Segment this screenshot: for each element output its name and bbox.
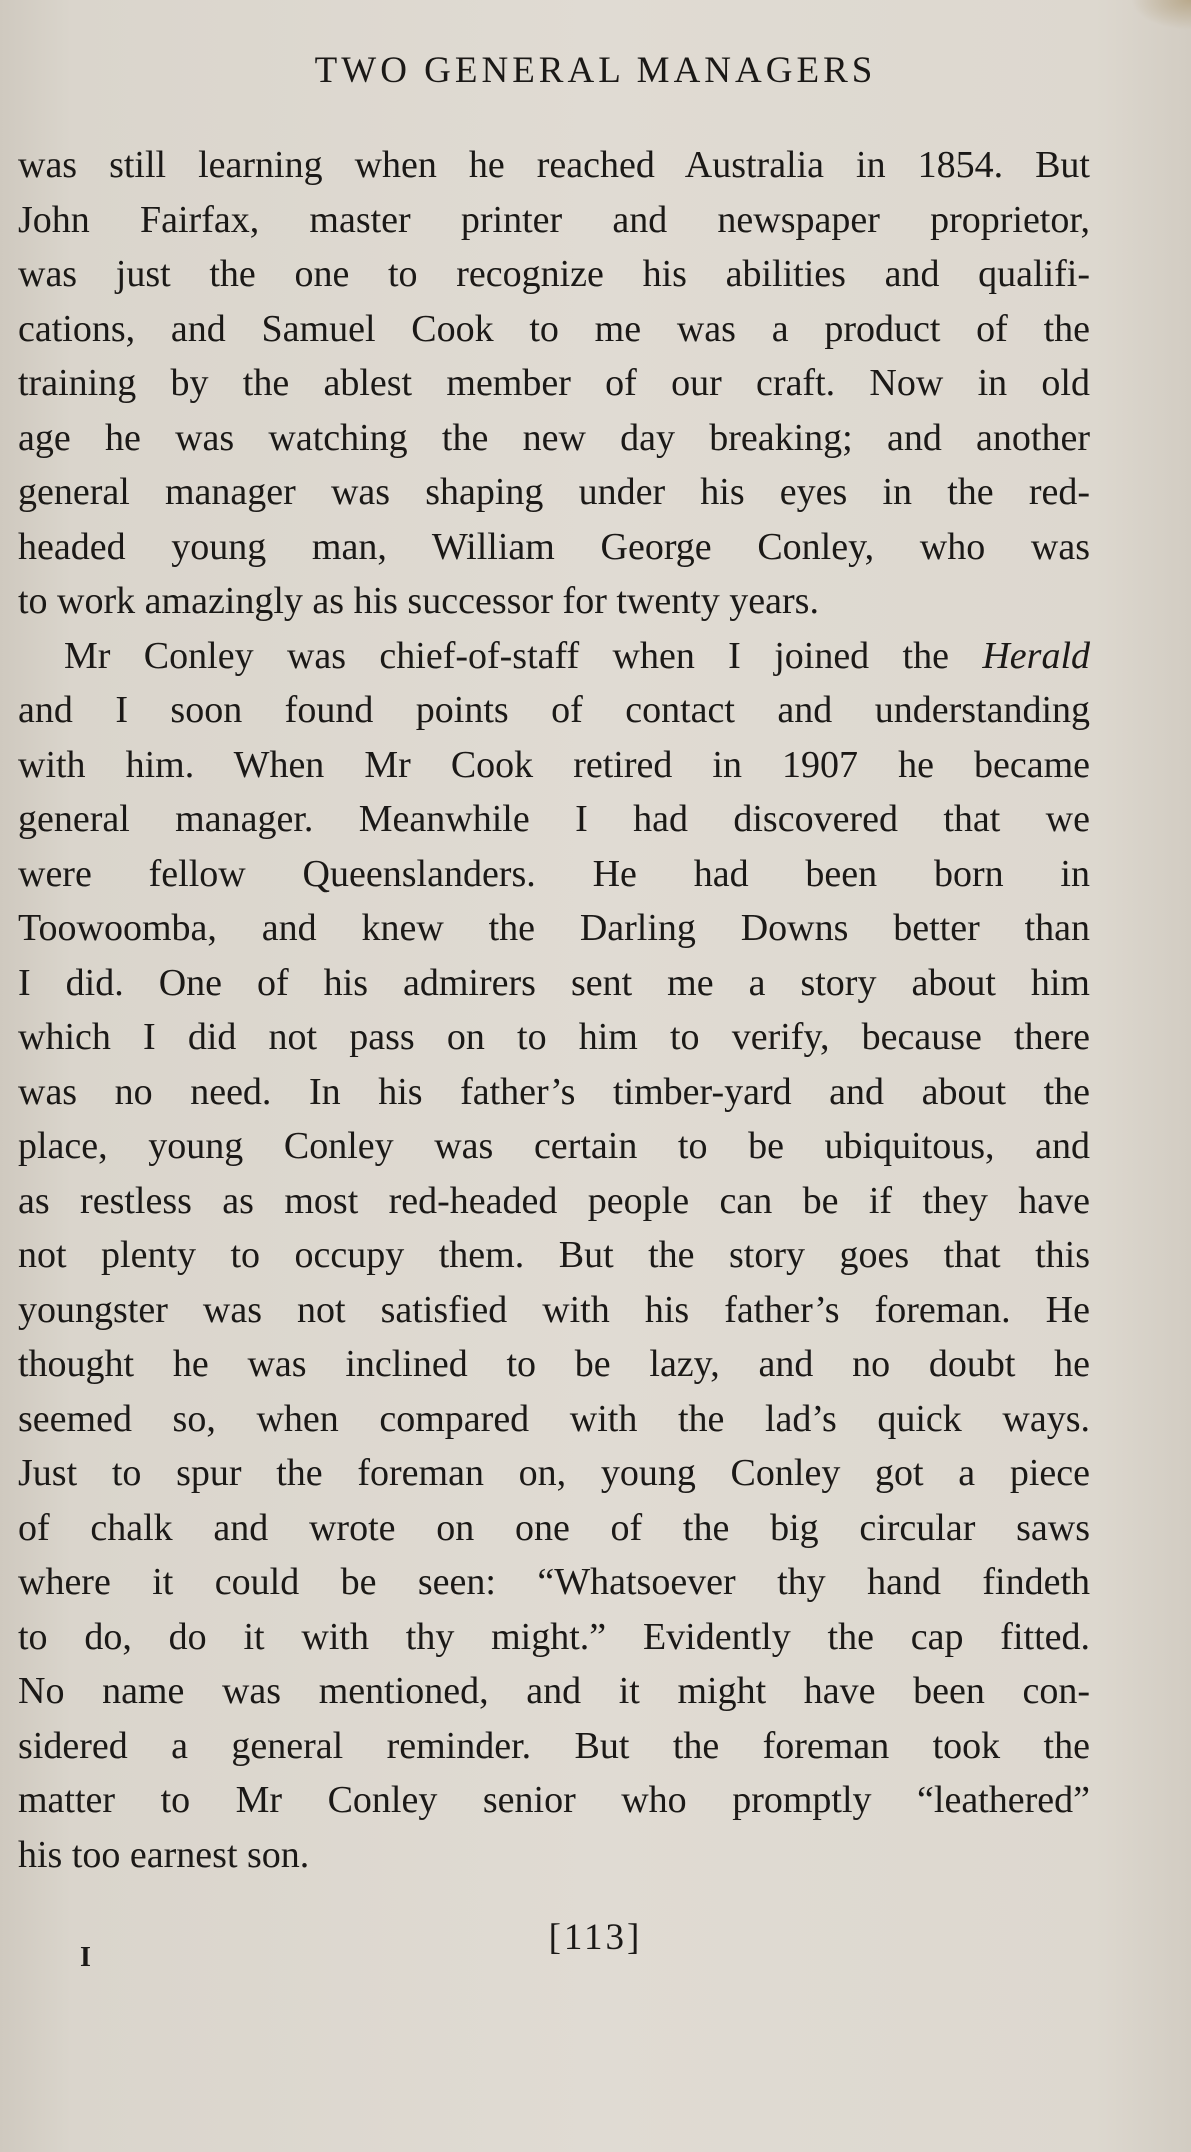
text-line: general manager. Meanwhile I had discovered that we (18, 798, 1090, 840)
body-text (18, 138, 1090, 1882)
italic-newspaper-title: Herald (982, 634, 1090, 677)
text-line: thought he was inclined to be lazy, and no doubt he (18, 1343, 1090, 1385)
text-line: sidered a general reminder. But the foreman took the (18, 1724, 1090, 1767)
text-line: with him. When Mr Cook retired in 1907 he became (18, 743, 1090, 786)
text-line: and I soon found points of contact and understanding (18, 689, 1090, 731)
text-line: was no need. In his father’s timber-yard and about the (18, 1070, 1090, 1113)
text-line: place, young Conley was certain to be ubiquitous, and (18, 1125, 1090, 1167)
text-line-paragraph-end: his too earnest son. (18, 1833, 310, 1876)
text-line: training by the ablest member of our craft. Now in old (18, 362, 1090, 404)
text-line: cations, and Samuel Cook to me was a product of the (18, 307, 1090, 350)
page-corner-stain (1131, 0, 1191, 30)
text-line-paragraph-start (18, 629, 1090, 684)
text-line: seemed so, when compared with the lad’s quick ways. (18, 1397, 1090, 1440)
text-line: which I did not pass on to him to verify, because there (18, 1016, 1090, 1058)
text-line: age he was watching the new day breaking; and another (18, 416, 1090, 459)
text-line: were fellow Queenslanders. He had been born in (18, 852, 1090, 895)
page-number: [113] (548, 1917, 643, 1958)
text-line: I did. One of his admirers sent me a story about him (18, 961, 1090, 1004)
text-line-paragraph-end: to work amazingly as his successor for twenty years. (18, 580, 819, 622)
text-line: as restless as most red-headed people can be if they have (18, 1179, 1090, 1222)
text-line: of chalk and wrote on one of the big circular saws (18, 1506, 1090, 1549)
text-line: John Fairfax, master printer and newspaper proprietor, (18, 198, 1090, 241)
text-line: matter to Mr Conley senior who promptly “leathered” (18, 1779, 1090, 1821)
text-line: Toowoomba, and knew the Darling Downs better than (18, 907, 1090, 949)
text-line: general manager was shaping under his eyes in the red- (18, 471, 1090, 513)
text-line: No name was mentioned, and it might have been con- (18, 1670, 1090, 1712)
signature-mark: I (80, 1942, 91, 1973)
text-line: to do, do it with thy might.” Evidently the cap fitted. (18, 1615, 1090, 1658)
text-line: headed young man, William George Conley, who was (18, 525, 1090, 568)
text-line: was just the one to recognize his abilities and qualifi- (18, 253, 1090, 295)
text-line: youngster was not satisfied with his father’s foreman. He (18, 1288, 1090, 1331)
text-line: where it could be seen: “Whatsoever thy hand findeth (18, 1561, 1090, 1603)
running-head: TWO GENERAL MANAGERS (314, 50, 877, 91)
text-line: Just to spur the foreman on, young Conley got a piece (18, 1452, 1090, 1494)
text-line: not plenty to occupy them. But the story goes that this (18, 1234, 1090, 1276)
text-fragment: Mr Conley was chief-of-staff when I joined the (64, 634, 983, 677)
text-line: was still learning when he reached Australia in 1854. But (18, 144, 1090, 186)
